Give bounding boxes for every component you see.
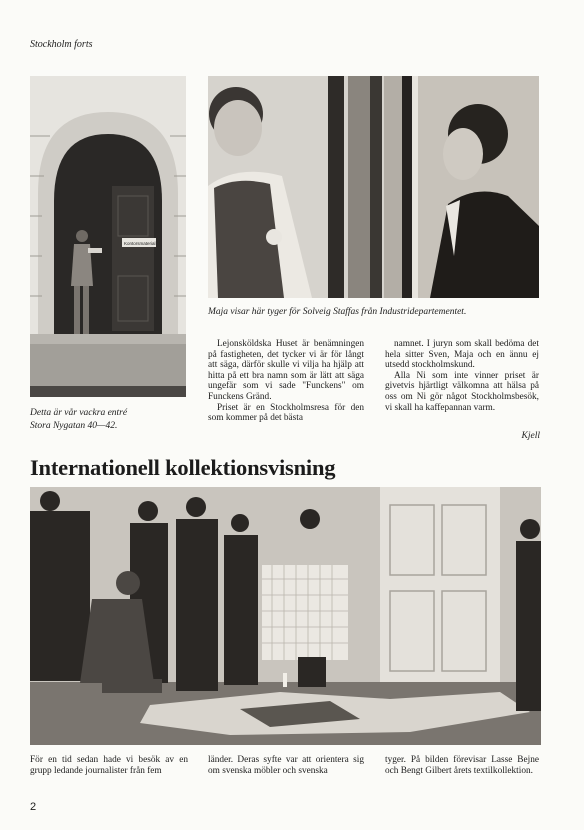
entrance-photo [30, 76, 186, 397]
page-number: 2 [30, 801, 37, 813]
article-column-2 [385, 339, 539, 413]
women-photo [208, 76, 539, 298]
bottom-column-3: tyger. På bilden förevisar Lasse Bejne och Bengt Gilbert årets textilkollektion. [385, 755, 539, 776]
section-label: Stockholm forts [30, 39, 93, 50]
women-caption: Maja visar här tyger för Solveig Staffas från Industridepartementet. [208, 307, 467, 317]
article-col2-para1: namnet. I juryn som skall bedöma det hela sitter Sven, Maja och en ännu ej utsedd stockholmskund. [385, 339, 539, 371]
article-column-1 [208, 339, 364, 424]
bottom-column-1: För en tid sedan hade vi besök av en grupp ledande journalister från fem [30, 755, 188, 776]
article-col2-para2: Alla Ni som inte vinner priset är givetvis hjärtligt välkomna att hälsa på oss om Ni gör något Stockholmsbesök, vi skall ha kaffepannan varm. [385, 370, 539, 413]
article-col1-para2: Priset är en Stockholmsresa för den som kommer på det bästa [208, 402, 364, 424]
entrance-caption [30, 407, 190, 433]
collection-photo [30, 487, 541, 745]
section-heading: Internationell kollektionsvisning [30, 455, 336, 480]
entrance-caption-line1: Detta är vår vackra entré [30, 408, 128, 418]
article-signature: Kjell [521, 431, 540, 441]
entrance-caption-line2: Stora Nygatan 40—42. [30, 421, 118, 431]
bottom-column-2: länder. Deras syfte var att orientera sig om svenska möbler och svenska [208, 755, 364, 776]
article-col1-para1: Lejonsköldska Huset är benämningen på fastigheten, det tycker vi är för långt att säga, därför skulle vi vilja ha hjälp att hitta på ett bra namn som är lätt att säga ungefär som vi sade "Funckens" om Funckens Gränd. [208, 339, 364, 402]
door-sign-text: Kontorsmaterial [124, 241, 156, 246]
